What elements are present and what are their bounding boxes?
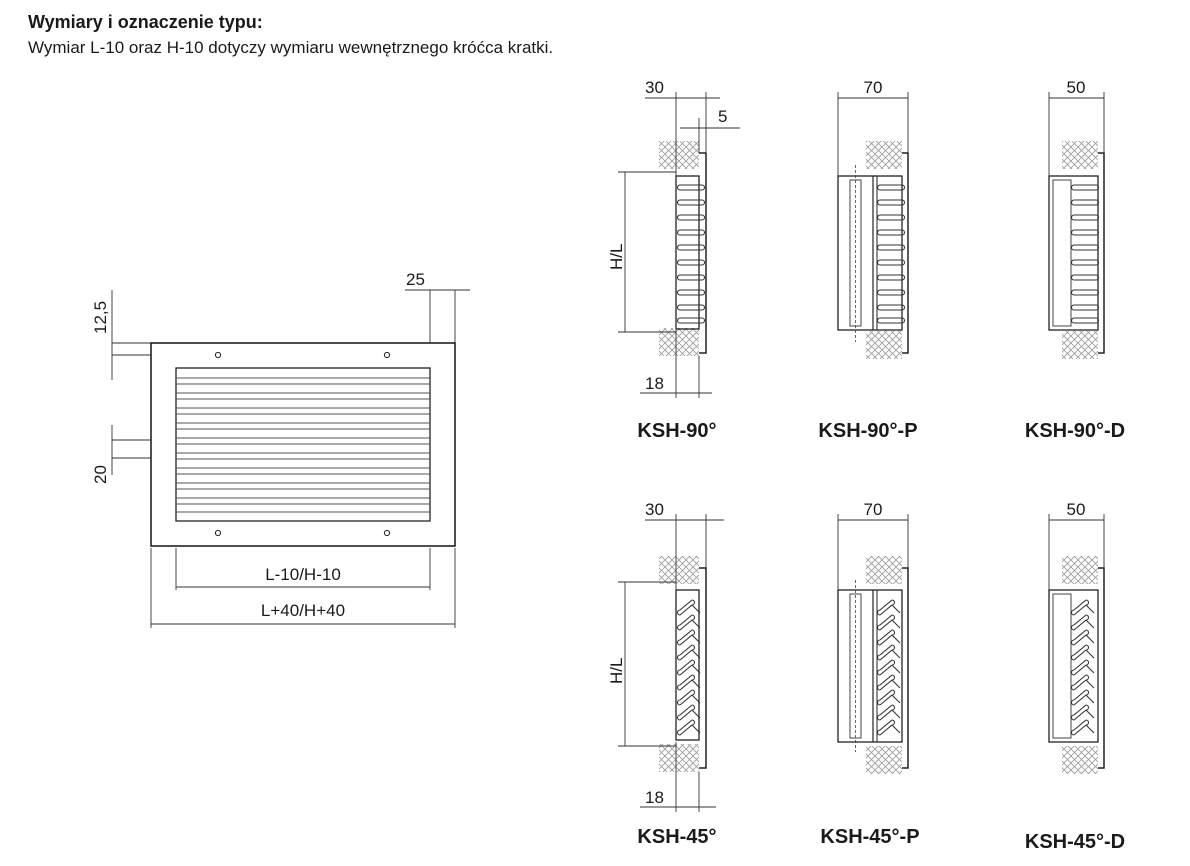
dim-outer: L+40/H+40	[260, 601, 346, 620]
dim-inner: L-10/H-10	[265, 565, 341, 584]
dim-extra: 5	[718, 107, 728, 126]
dim-height: H/L	[607, 243, 626, 270]
profile-caption: KSH-90°-P	[818, 420, 918, 442]
profile-caption: KSH-90°-D	[1024, 420, 1126, 442]
mounting-hole	[215, 352, 220, 357]
profile-caption: KSH-45°-D	[1024, 831, 1126, 853]
dim-flange: 18	[645, 788, 664, 807]
page-subtitle: Wymiar L-10 oraz H-10 dotyczy wymiaru wewnętrznego króćca kratki.	[28, 38, 554, 57]
profile-caption: KSH-45°-P	[820, 826, 920, 848]
dim-width: 30	[645, 78, 664, 97]
mounting-hole	[384, 352, 389, 357]
profile-caption: KSH-90°	[637, 420, 717, 442]
dim-depth: 25	[406, 270, 425, 289]
profile-ksh-90-p	[838, 92, 908, 359]
outer-frame	[151, 343, 455, 546]
dim-width: 50	[1066, 78, 1086, 97]
profile-ksh-45	[618, 514, 724, 812]
dim-blade-pitch: 20	[91, 465, 110, 484]
dim-width: 30	[645, 500, 664, 519]
dim-width: 70	[863, 500, 883, 519]
profile-caption: KSH-45°	[637, 826, 717, 848]
profile-ksh-45-p	[838, 514, 908, 774]
profile-ksh-90-d	[1049, 92, 1104, 359]
page-title: Wymiary i oznaczenie typu:	[28, 12, 263, 32]
dim-height: H/L	[607, 657, 626, 684]
dim-width: 70	[863, 78, 883, 97]
dim-width: 50	[1066, 500, 1086, 519]
profile-ksh-90	[618, 92, 740, 398]
dim-top-offset: 12,5	[91, 300, 110, 334]
mounting-hole	[215, 530, 220, 535]
profile-ksh-45-d	[1049, 514, 1104, 774]
louver-blades	[176, 378, 430, 512]
mounting-hole	[384, 530, 389, 535]
dim-flange: 18	[645, 374, 664, 393]
